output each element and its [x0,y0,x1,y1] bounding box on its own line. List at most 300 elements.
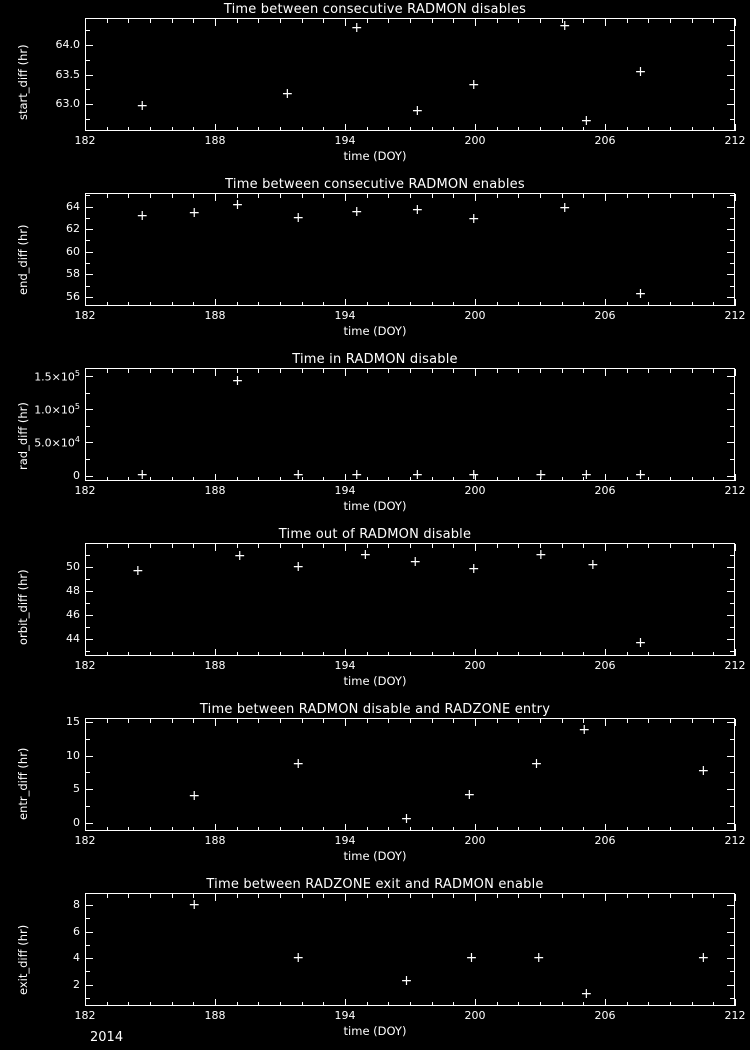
x-minor-tick [497,1002,498,1006]
x-minor-tick [670,477,671,481]
y-tick-label: 10 [66,748,80,762]
x-minor-tick [367,369,368,373]
x-tick-label: 200 [464,834,486,847]
x-minor-tick [692,827,693,831]
x-tick [345,299,346,306]
x-minor-tick [670,302,671,306]
x-minor-tick [692,477,693,481]
x-tick-label: 212 [724,309,746,322]
y-tick [727,567,734,568]
y-tick [727,252,734,253]
x-minor-tick [323,127,324,131]
x-tick [735,124,736,131]
x-minor-tick [237,894,238,898]
x-minor-tick [583,19,584,23]
y-tick [86,567,93,568]
x-tick [605,719,606,726]
y-tick [727,376,734,377]
x-minor-tick [150,19,151,23]
x-tick-label: 212 [724,1009,746,1022]
x-minor-tick [323,1002,324,1006]
data-point [635,470,645,480]
x-tick [215,544,216,551]
x-tick-label: 206 [594,484,616,497]
x-minor-tick [193,477,194,481]
x-minor-tick [453,827,454,831]
x-minor-tick [172,1002,173,1006]
y-tick [727,905,734,906]
chart-panel [0,175,750,350]
y-tick-label: $5.0\times 10^4$ [34,435,80,451]
x-minor-tick [453,194,454,198]
x-tick-label: 194 [334,309,356,322]
x-minor-tick [713,127,714,131]
x-axis-title: time (DOY) [343,1024,407,1038]
y-minor-tick [86,89,90,90]
year-label: 2014 [90,1030,124,1045]
data-point [188,208,198,218]
x-minor-tick [583,302,584,306]
chart-title: Time out of RADMON disable [278,527,472,542]
y-tick-label: 0 [73,815,80,829]
data-point [188,900,198,910]
y-tick-label: 62 [66,222,80,236]
x-minor-tick [540,652,541,656]
x-minor-tick [237,477,238,481]
y-minor-tick [86,772,90,773]
x-minor-tick [648,127,649,131]
x-minor-tick [670,127,671,131]
x-minor-tick [692,19,693,23]
x-minor-tick [562,127,563,131]
y-tick [727,985,734,986]
x-minor-tick [107,1002,108,1006]
x-tick-label: 206 [594,134,616,147]
y-tick [727,591,734,592]
x-tick [475,894,476,901]
x-tick-label: 188 [204,484,226,497]
x-minor-tick [367,127,368,131]
y-tick [86,722,93,723]
data-point [578,725,588,735]
x-minor-tick [323,544,324,548]
x-tick [215,474,216,481]
x-tick [605,824,606,831]
x-minor-tick [453,369,454,373]
data-point [292,213,302,223]
data-point [698,766,708,776]
chart-panel [0,525,750,700]
x-minor-tick [128,544,129,548]
x-minor-tick [713,652,714,656]
x-minor-tick [627,544,628,548]
y-minor-tick [86,60,90,61]
x-minor-tick [670,544,671,548]
x-minor-tick [280,369,281,373]
x-minor-tick [388,1002,389,1006]
data-point [409,557,419,567]
x-minor-tick [323,194,324,198]
y-minor-tick [730,218,734,219]
y-minor-tick [86,806,90,807]
x-tick-label: 194 [334,134,356,147]
y-minor-tick [86,393,90,394]
x-tick [605,999,606,1006]
y-tick [86,958,93,959]
y-tick [86,229,93,230]
y-tick-label: 5 [73,782,80,796]
y-tick [727,409,734,410]
y-tick [727,207,734,208]
x-tick-label: 212 [724,834,746,847]
x-minor-tick [172,719,173,723]
y-minor-tick [86,971,90,972]
x-minor-tick [150,894,151,898]
x-minor-tick [150,719,151,723]
x-tick-label: 188 [204,1009,226,1022]
y-tick [86,104,93,105]
x-minor-tick [518,827,519,831]
data-point [282,89,292,99]
x-minor-tick [107,477,108,481]
x-minor-tick [258,477,259,481]
x-minor-tick [107,894,108,898]
y-minor-tick [730,998,734,999]
x-minor-tick [323,894,324,898]
x-minor-tick [648,719,649,723]
x-tick [735,894,736,901]
data-point [535,550,545,560]
x-minor-tick [670,369,671,373]
x-minor-tick [280,302,281,306]
y-minor-tick [86,218,90,219]
x-tick [215,719,216,726]
x-minor-tick [410,544,411,548]
x-tick [735,194,736,201]
chart-title: Time between consecutive RADMON enables [225,177,525,192]
x-minor-tick [280,127,281,131]
x-minor-tick [410,894,411,898]
x-tick-label: 206 [594,834,616,847]
x-tick-label: 194 [334,834,356,847]
x-tick [85,999,86,1006]
x-minor-tick [128,894,129,898]
x-minor-tick [540,19,541,23]
y-tick [86,789,93,790]
x-minor-tick [692,194,693,198]
y-minor-tick [730,30,734,31]
x-minor-tick [128,19,129,23]
x-minor-tick [388,302,389,306]
x-minor-tick [128,1002,129,1006]
x-minor-tick [107,19,108,23]
x-minor-tick [367,302,368,306]
x-minor-tick [193,19,194,23]
data-point [635,638,645,648]
x-minor-tick [410,302,411,306]
x-tick [475,824,476,831]
y-tick [727,274,734,275]
y-tick [727,104,734,105]
x-minor-tick [302,827,303,831]
x-minor-tick [453,1002,454,1006]
y-minor-tick [730,195,734,196]
data-point [292,953,302,963]
x-minor-tick [258,652,259,656]
x-minor-tick [193,127,194,131]
x-axis-title: time (DOY) [343,499,407,513]
x-minor-tick [388,719,389,723]
x-tick [475,194,476,201]
x-tick [735,544,736,551]
x-minor-tick [193,302,194,306]
data-point [136,211,146,221]
x-tick [475,544,476,551]
y-minor-tick [730,627,734,628]
y-tick [727,615,734,616]
y-minor-tick [86,555,90,556]
x-minor-tick [172,544,173,548]
x-minor-tick [150,369,151,373]
y-tick-label: 48 [66,584,80,598]
x-minor-tick [540,302,541,306]
x-minor-tick [692,544,693,548]
x-tick [735,474,736,481]
y-tick [727,229,734,230]
x-minor-tick [237,302,238,306]
y-minor-tick [730,543,734,544]
x-minor-tick [627,1002,628,1006]
y-axis-title: start_diff (hr) [16,43,30,120]
x-minor-tick [388,544,389,548]
x-minor-tick [258,894,259,898]
x-minor-tick [453,894,454,898]
x-minor-tick [258,719,259,723]
y-minor-tick [86,651,90,652]
y-tick-label: 63.0 [55,97,80,111]
y-minor-tick [730,945,734,946]
x-minor-tick [453,19,454,23]
x-tick [735,369,736,376]
y-minor-tick [730,119,734,120]
x-minor-tick [150,652,151,656]
x-minor-tick [497,369,498,373]
x-tick-label: 200 [464,309,486,322]
x-minor-tick [540,194,541,198]
x-minor-tick [172,194,173,198]
x-tick [345,894,346,901]
x-minor-tick [150,127,151,131]
x-minor-tick [302,19,303,23]
chart-panel [0,0,750,175]
x-minor-tick [302,652,303,656]
x-minor-tick [280,719,281,723]
x-minor-tick [432,652,433,656]
x-tick-label: 194 [334,1009,356,1022]
x-minor-tick [432,127,433,131]
x-minor-tick [237,127,238,131]
x-minor-tick [540,719,541,723]
x-minor-tick [540,827,541,831]
y-minor-tick [730,286,734,287]
data-point [468,214,478,224]
x-minor-tick [128,652,129,656]
x-minor-tick [562,544,563,548]
x-minor-tick [583,652,584,656]
x-minor-tick [453,652,454,656]
y-tick [727,75,734,76]
x-minor-tick [518,652,519,656]
x-tick [605,299,606,306]
x-tick [735,19,736,26]
x-minor-tick [670,652,671,656]
x-minor-tick [193,369,194,373]
y-minor-tick [730,603,734,604]
x-minor-tick [497,194,498,198]
x-minor-tick [518,477,519,481]
y-tick-label: 64.0 [55,37,80,51]
x-minor-tick [193,1002,194,1006]
x-minor-tick [388,194,389,198]
x-minor-tick [497,827,498,831]
x-tick [85,299,86,306]
x-minor-tick [583,894,584,898]
y-axis-title: entr_diff (hr) [16,747,30,820]
x-minor-tick [237,827,238,831]
y-tick [727,45,734,46]
x-minor-tick [150,477,151,481]
y-tick [727,789,734,790]
x-minor-tick [323,477,324,481]
y-tick-label: 50 [66,560,80,574]
x-tick [605,194,606,201]
x-minor-tick [497,302,498,306]
x-minor-tick [562,302,563,306]
x-minor-tick [497,19,498,23]
y-tick [86,252,93,253]
x-minor-tick [302,127,303,131]
x-minor-tick [388,127,389,131]
data-point [412,205,422,215]
x-tick [345,474,346,481]
x-tick-label: 188 [204,659,226,672]
x-minor-tick [367,652,368,656]
x-minor-tick [258,1002,259,1006]
data-point [535,470,545,480]
x-minor-tick [518,127,519,131]
data-point [401,976,411,986]
x-tick-label: 200 [464,134,486,147]
y-minor-tick [86,459,90,460]
y-minor-tick [86,426,90,427]
x-minor-tick [410,1002,411,1006]
x-minor-tick [713,1002,714,1006]
data-point [292,759,302,769]
y-tick [727,756,734,757]
x-minor-tick [302,302,303,306]
x-minor-tick [258,544,259,548]
x-minor-tick [280,19,281,23]
x-minor-tick [172,652,173,656]
data-point [581,989,591,999]
data-point [635,289,645,299]
x-minor-tick [107,827,108,831]
x-axis-title: time (DOY) [343,149,407,163]
x-minor-tick [237,719,238,723]
x-minor-tick [518,19,519,23]
x-tick-label: 200 [464,484,486,497]
x-tick [85,19,86,26]
x-minor-tick [583,369,584,373]
y-tick [727,297,734,298]
y-minor-tick [86,579,90,580]
x-minor-tick [497,544,498,548]
x-minor-tick [172,19,173,23]
x-minor-tick [648,544,649,548]
x-minor-tick [648,827,649,831]
x-minor-tick [453,302,454,306]
x-minor-tick [497,477,498,481]
x-minor-tick [302,544,303,548]
data-point [132,566,142,576]
x-minor-tick [432,827,433,831]
x-minor-tick [367,19,368,23]
x-minor-tick [388,894,389,898]
x-tick [345,124,346,131]
x-tick [605,544,606,551]
y-minor-tick [86,627,90,628]
x-minor-tick [323,19,324,23]
x-minor-tick [518,1002,519,1006]
x-minor-tick [280,1002,281,1006]
chart-panel [0,700,750,875]
x-minor-tick [258,369,259,373]
y-minor-tick [730,89,734,90]
x-tick-label: 206 [594,309,616,322]
x-minor-tick [627,719,628,723]
y-tick-label: 15 [66,715,80,729]
x-minor-tick [258,827,259,831]
x-minor-tick [280,652,281,656]
x-minor-tick [323,827,324,831]
x-tick-label: 206 [594,659,616,672]
x-minor-tick [280,544,281,548]
y-minor-tick [730,263,734,264]
x-tick [345,369,346,376]
x-tick [345,19,346,26]
data-point [412,470,422,480]
x-minor-tick [540,894,541,898]
y-tick-label: 2 [73,977,80,991]
x-minor-tick [128,127,129,131]
x-tick [85,369,86,376]
x-minor-tick [280,477,281,481]
y-tick [727,639,734,640]
x-axis-title: time (DOY) [343,324,407,338]
x-minor-tick [237,1002,238,1006]
x-minor-tick [432,719,433,723]
x-tick-label: 182 [74,134,96,147]
x-minor-tick [670,827,671,831]
x-minor-tick [670,719,671,723]
x-minor-tick [562,194,563,198]
data-point [468,564,478,574]
x-minor-tick [692,719,693,723]
x-minor-tick [713,719,714,723]
x-minor-tick [540,127,541,131]
x-tick [605,894,606,901]
x-minor-tick [323,652,324,656]
